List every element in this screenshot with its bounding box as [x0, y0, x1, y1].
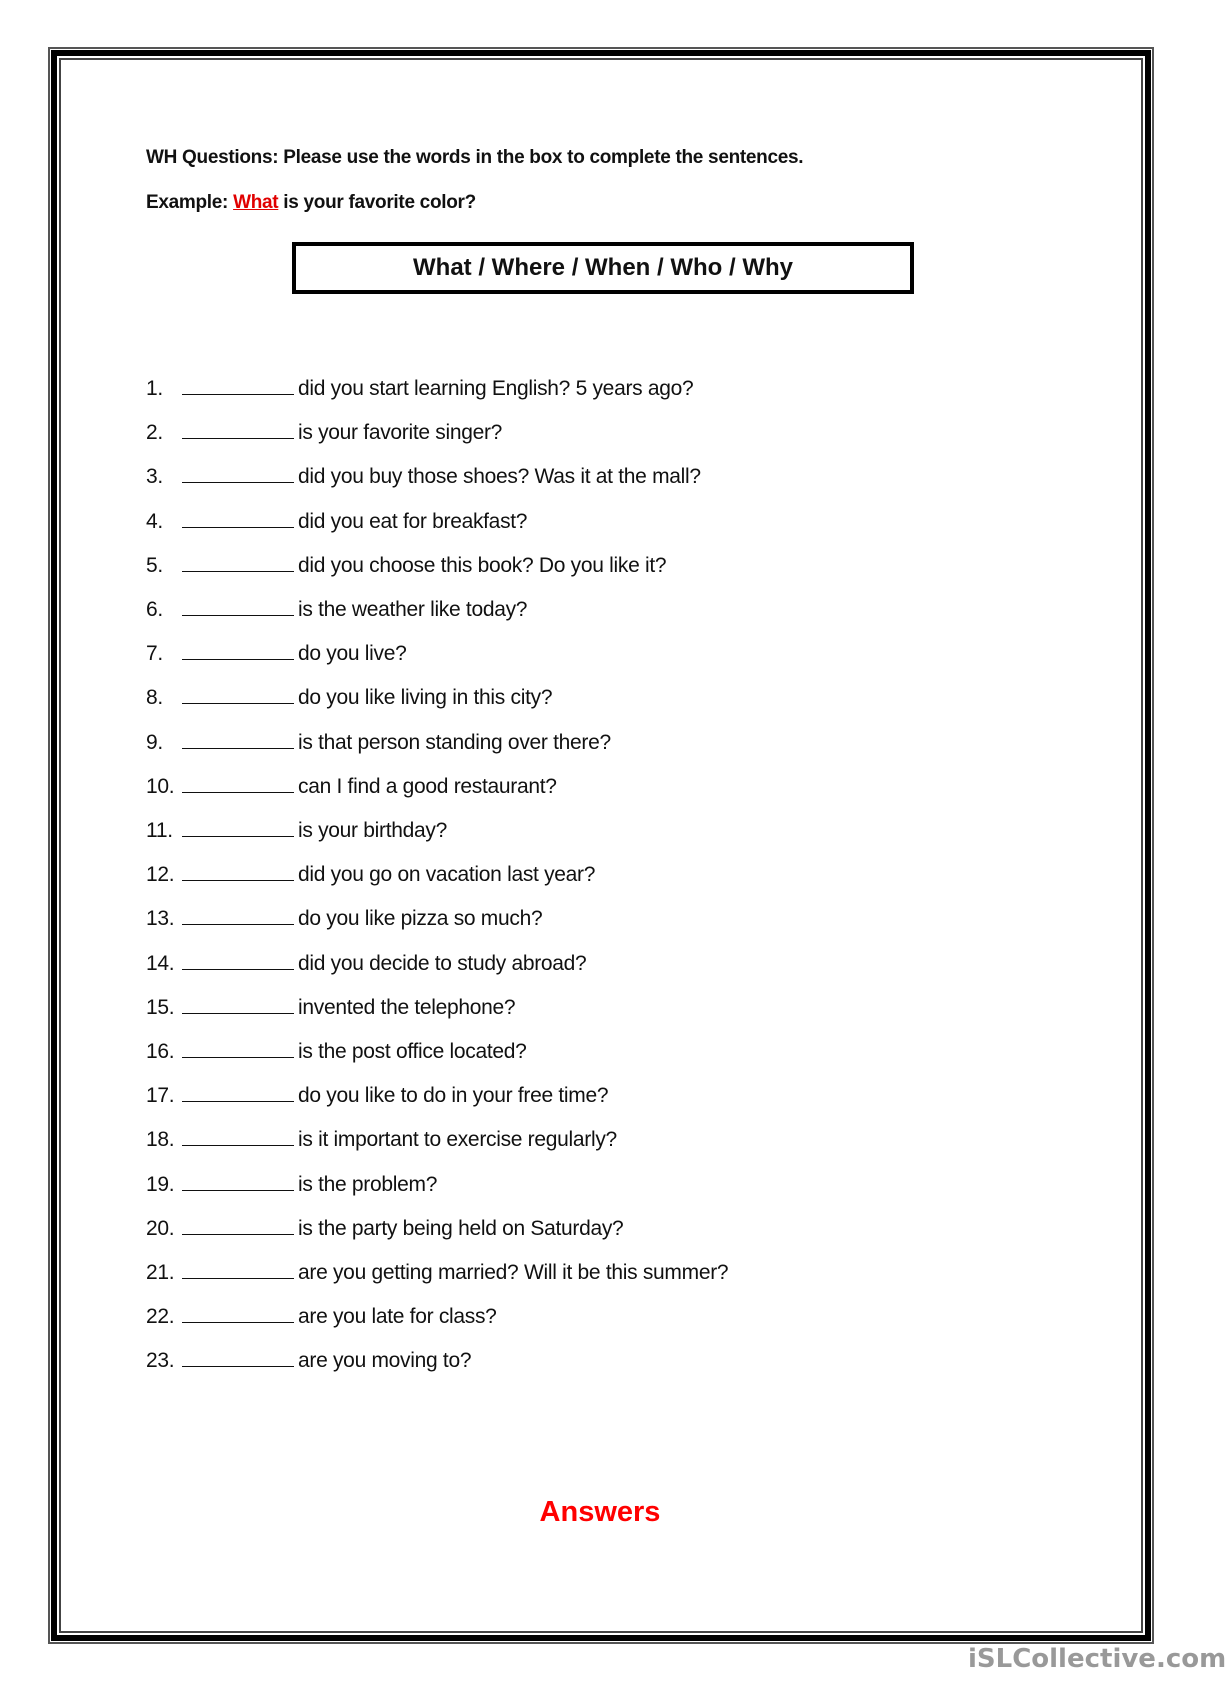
question-text: is it important to exercise regularly?	[298, 1128, 617, 1152]
answer-blank[interactable]	[182, 1214, 294, 1235]
question-number: 19.	[146, 1172, 175, 1196]
question-text: did you go on vacation last year?	[298, 863, 596, 887]
question-text: are you late for class?	[298, 1305, 497, 1329]
answer-blank[interactable]	[182, 639, 294, 660]
question-item	[146, 551, 666, 581]
instructions: WH Questions: Please use the words in the box to complete the sentences.	[146, 147, 804, 168]
question-number: 20.	[146, 1216, 175, 1240]
question-number: 12.	[146, 863, 175, 887]
answer-blank[interactable]	[182, 1081, 294, 1102]
question-number: 16.	[146, 1040, 175, 1063]
answer-blank[interactable]	[182, 595, 294, 616]
question-number: 21.	[146, 1261, 175, 1284]
question-item	[146, 728, 611, 758]
question-text: invented the telephone?	[298, 995, 516, 1019]
question-text: can I find a good restaurant?	[298, 774, 557, 798]
answer-blank[interactable]	[182, 1258, 294, 1279]
question-item	[146, 772, 557, 802]
question-number: 6.	[146, 598, 163, 621]
answer-blank[interactable]	[182, 1346, 294, 1367]
question-item	[146, 507, 527, 537]
answer-blank[interactable]	[182, 462, 294, 483]
answer-blank[interactable]	[182, 374, 294, 395]
question-text: did you choose this book? Do you like it?	[298, 553, 667, 577]
answer-blank[interactable]	[182, 993, 294, 1014]
question-item	[146, 1302, 497, 1332]
question-text: did you eat for breakfast?	[298, 509, 528, 533]
question-number: 17.	[146, 1084, 175, 1108]
question-text: did you decide to study abroad?	[298, 951, 587, 975]
question-number: 11.	[146, 819, 173, 842]
answer-blank[interactable]	[182, 904, 294, 925]
answer-blank[interactable]	[182, 1125, 294, 1146]
question-item	[146, 1214, 623, 1244]
example-label: Example:	[146, 192, 229, 213]
answer-blank[interactable]	[182, 507, 294, 528]
question-item	[146, 1037, 527, 1067]
example-answer: What	[233, 192, 279, 213]
answer-blank[interactable]	[182, 1302, 294, 1323]
answer-blank[interactable]	[182, 949, 294, 970]
question-number: 10.	[146, 774, 175, 798]
example-text: is your favorite color?	[283, 192, 476, 213]
question-item	[146, 595, 527, 625]
question-number: 2.	[146, 421, 163, 445]
answer-blank[interactable]	[182, 418, 294, 439]
question-number: 3.	[146, 465, 163, 489]
question-text: is your favorite singer?	[298, 421, 503, 445]
question-text: is the party being held on Saturday?	[298, 1216, 624, 1240]
question-number: 7.	[146, 642, 163, 666]
question-number: 23.	[146, 1349, 175, 1373]
question-item	[146, 1170, 437, 1200]
question-item	[146, 860, 595, 890]
question-number: 15.	[146, 995, 175, 1019]
example	[146, 192, 476, 214]
question-text: is the weather like today?	[298, 598, 528, 621]
question-text: do you live?	[298, 642, 407, 666]
question-item	[146, 1125, 617, 1155]
watermark: iSLCollective.com	[968, 1644, 1226, 1674]
question-text: are you moving to?	[298, 1349, 472, 1373]
question-number: 8.	[146, 686, 163, 710]
question-item	[146, 949, 586, 979]
question-number: 4.	[146, 509, 163, 533]
question-item	[146, 816, 447, 846]
question-item	[146, 1346, 471, 1376]
question-number: 22.	[146, 1305, 175, 1329]
question-item	[146, 639, 406, 669]
question-text: are you getting married? Will it be this summer?	[298, 1261, 729, 1284]
question-number: 13.	[146, 907, 175, 931]
question-text: is your birthday?	[298, 819, 447, 842]
answer-blank[interactable]	[182, 1037, 294, 1058]
answer-blank[interactable]	[182, 816, 294, 837]
answer-blank[interactable]	[182, 772, 294, 793]
answer-blank[interactable]	[182, 1170, 294, 1191]
question-number: 14.	[146, 951, 175, 975]
question-item	[146, 1258, 728, 1288]
question-text: did you start learning English? 5 years ago?	[298, 377, 694, 400]
question-item	[146, 462, 701, 492]
question-item	[146, 1081, 608, 1111]
question-text: do you like pizza so much?	[298, 907, 543, 931]
question-number: 5.	[146, 553, 163, 577]
answer-blank[interactable]	[182, 683, 294, 704]
question-item	[146, 683, 552, 713]
answer-blank[interactable]	[182, 728, 294, 749]
question-text: is that person standing over there?	[298, 730, 611, 754]
question-number: 9.	[146, 730, 163, 754]
question-item	[146, 993, 515, 1023]
answers-heading[interactable]: Answers	[539, 1496, 661, 1528]
answer-blank[interactable]	[182, 860, 294, 881]
question-text: do you like to do in your free time?	[298, 1084, 609, 1108]
question-text: is the post office located?	[298, 1040, 527, 1063]
question-text: do you like living in this city?	[298, 686, 553, 710]
word-box: What / Where / When / Who / Why	[292, 242, 914, 294]
question-text: did you buy those shoes? Was it at the mall?	[298, 465, 701, 489]
question-number: 1.	[146, 377, 163, 400]
question-item	[146, 374, 693, 404]
question-text: is the problem?	[298, 1172, 438, 1196]
question-number: 18.	[146, 1128, 175, 1152]
question-item	[146, 904, 542, 934]
answer-blank[interactable]	[182, 551, 294, 572]
question-item	[146, 418, 502, 448]
